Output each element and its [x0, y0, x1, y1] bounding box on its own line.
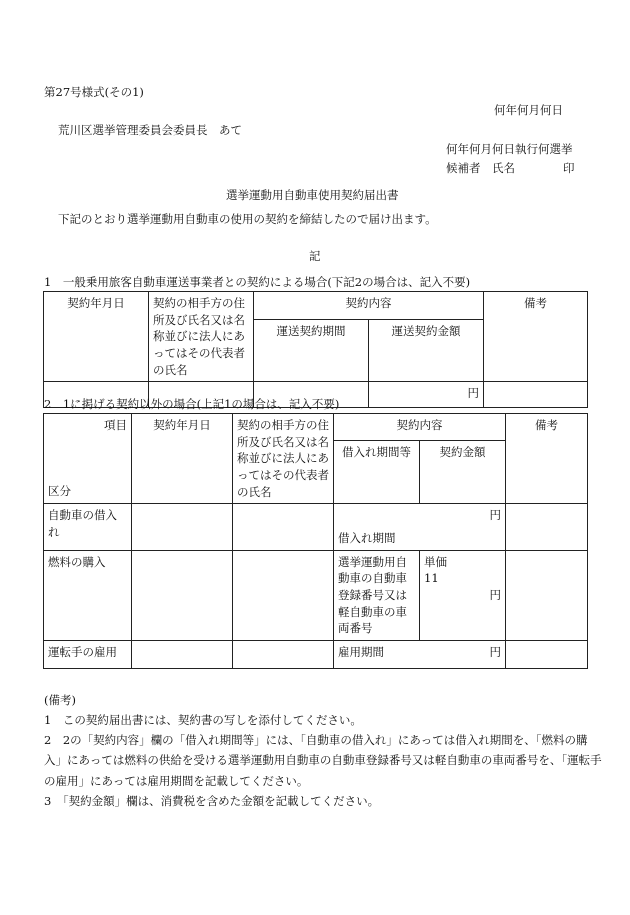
- s2-driver-date[interactable]: [132, 641, 233, 669]
- date-line: 何年何月何日: [494, 103, 563, 117]
- s2-period-header: 借入れ期間等: [334, 440, 420, 504]
- s2-rental-period-label: 借入れ期間: [338, 531, 396, 546]
- s1-cell-amount[interactable]: [369, 382, 484, 408]
- s2-unit-price-label: 単価: [424, 554, 447, 569]
- s2-item-category-header: [44, 414, 132, 504]
- s2-unit-num: 11: [424, 571, 439, 586]
- seal-mark: 印: [563, 161, 575, 175]
- intro-text: 下記のとおり選挙運動用自動車の使用の契約を締結したので届け出ます。: [58, 212, 437, 226]
- addressee: 荒川区選挙管理委員会委員長 あて: [58, 123, 242, 137]
- s2-item-header: 項目: [104, 418, 127, 432]
- s2-fuel-amount[interactable]: [420, 550, 506, 640]
- s2-category-header: 区分: [48, 483, 71, 498]
- s2-fuel-party[interactable]: [233, 550, 334, 640]
- s2-contract-date-header: 契約年月日: [132, 414, 233, 504]
- document-title: 選挙運動用自動車使用契約届出書: [226, 188, 399, 202]
- s2-employ-period-label: 雇用期間: [338, 645, 384, 660]
- s1-party-header: 契約の相手方の住所及び氏名又は名称並びに法人にあってはその代表者の氏名: [149, 292, 254, 382]
- s2-fuel-date[interactable]: [132, 550, 233, 640]
- s2-driver-remarks[interactable]: [506, 641, 588, 669]
- s1-amount-header: 運送契約金額: [369, 319, 484, 382]
- section2-table: [43, 413, 588, 669]
- note-1: 1 この契約届出書には、契約書の写しを添付してください。: [44, 713, 362, 728]
- s1-period-header: 運送契約期間: [254, 319, 369, 382]
- s1-contract-date-header: 契約年月日: [44, 292, 149, 382]
- s2-car-remarks[interactable]: [506, 504, 588, 550]
- candidate-label: 候補者 氏名: [446, 161, 515, 175]
- s2-remarks-header: 備考: [506, 414, 588, 504]
- yen-unit: 円: [467, 386, 479, 401]
- note-2: 2 2の「契約内容」欄の「借入れ期間等」には、「自動車の借入れ」にあっては借入れ期間を、「燃料の購入」にあっては燃料の供給を受ける選挙運動用自動車の自動車登録番号又は軽自動車の車両番号を、「運転手の雇用」にあっては雇用期間を記載してください。: [44, 733, 602, 788]
- yen-unit: 円: [489, 645, 501, 660]
- s2-driver-content[interactable]: [334, 641, 506, 669]
- s2-content-header: 契約内容: [334, 414, 506, 441]
- s2-car-content[interactable]: [334, 504, 506, 550]
- form-number: 第27号様式(その1): [44, 85, 144, 99]
- election-line: 何年何月何日執行何選挙: [446, 142, 573, 156]
- s2-car-party[interactable]: [233, 504, 334, 550]
- section1-heading: 1 一般乗用旅客自動車運送事業者との契約による場合(下記2の場合は、記入不要): [44, 275, 471, 289]
- notes-heading: (備考): [44, 693, 76, 707]
- s2-party-header: 契約の相手方の住所及び氏名又は名称並びに法人にあってはその代表者の氏名: [233, 414, 334, 504]
- s2-amount-header: 契約金額: [420, 440, 506, 504]
- yen-unit: 円: [489, 508, 501, 523]
- s2-car-date[interactable]: [132, 504, 233, 550]
- s1-content-header: 契約内容: [254, 292, 484, 320]
- s2-row-driver-label: 運転手の雇用: [44, 641, 132, 669]
- s2-fuel-remarks[interactable]: [506, 550, 588, 640]
- section1-table: [43, 291, 588, 408]
- ki-mark: 記: [309, 249, 321, 263]
- s1-remarks-header: 備考: [484, 292, 588, 382]
- s2-row-car-rental-label: 自動車の借入れ: [44, 504, 132, 550]
- s2-driver-party[interactable]: [233, 641, 334, 669]
- section2-heading: 2 1に掲げる契約以外の場合(上記1の場合は、記入不要): [44, 397, 340, 411]
- s2-row-fuel-label: 燃料の購入: [44, 550, 132, 640]
- notes-section: [44, 690, 604, 811]
- yen-unit: 円: [489, 588, 501, 603]
- s1-cell-remarks[interactable]: [484, 382, 588, 408]
- s2-fuel-detail: 選挙運動用自動車の自動車登録番号又は軽自動車の車両番号: [334, 550, 420, 640]
- note-3: 3 「契約金額」欄は、消費税を含めた金額を記載してください。: [44, 793, 380, 808]
